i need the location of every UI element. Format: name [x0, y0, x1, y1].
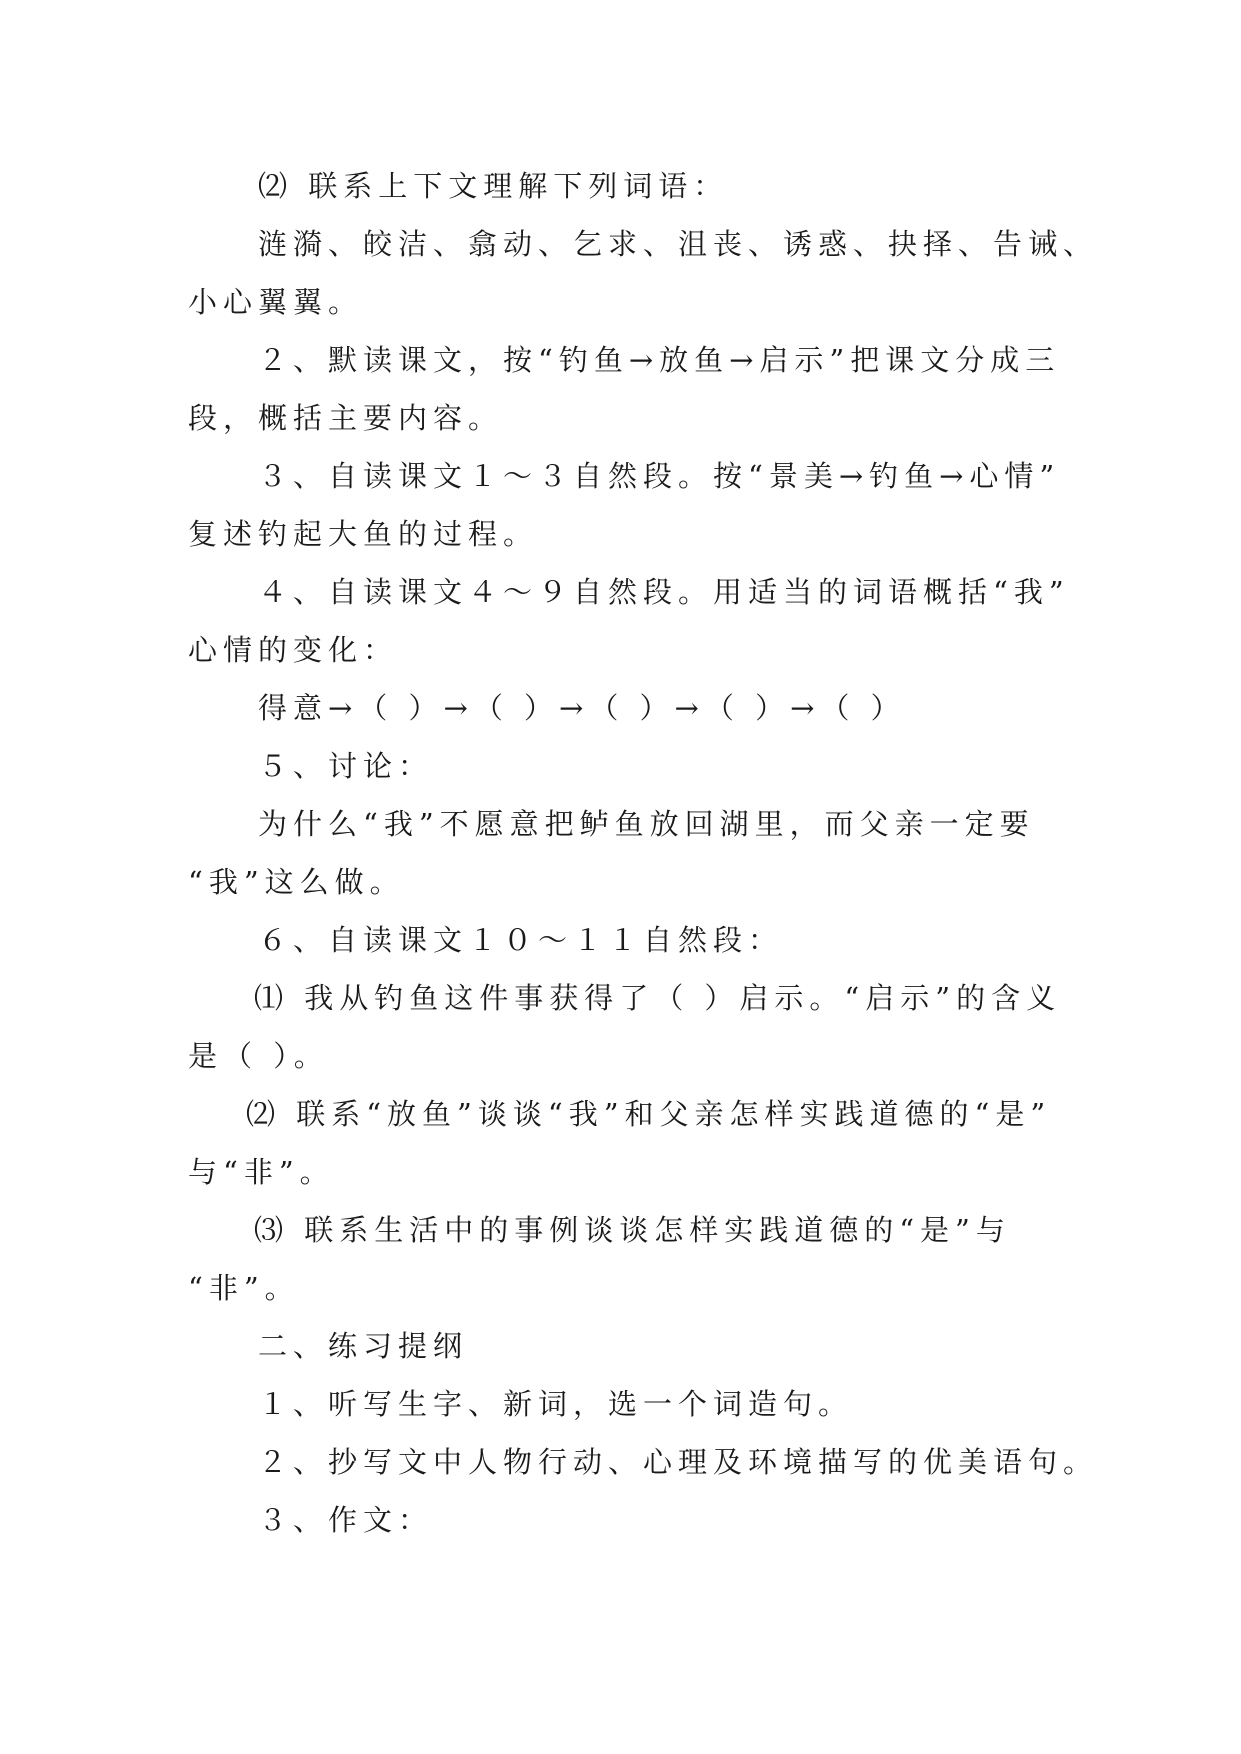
- text-line: 复述钓起大鱼的过程。: [188, 517, 539, 551]
- text-line: 段，概括主要内容。: [188, 401, 504, 435]
- text-line: ⑶ 联系生活中的事例谈谈怎样实践道德的“是”与: [254, 1213, 1011, 1247]
- text-line: ⑴ 我从钓鱼这件事获得了（ ）启示。“启示”的含义: [254, 981, 1062, 1015]
- text-line: ２、抄写文中人物行动、心理及环境描写的优美语句。: [258, 1445, 1099, 1479]
- text-line: ⑵ 联系上下文理解下列词语：: [258, 169, 729, 203]
- text-line: “我”这么做。: [188, 865, 405, 899]
- text-line: 是（ ）。: [188, 1039, 329, 1073]
- text-line: ⑵ 联系“放鱼”谈谈“我”和父亲怎样实践道德的“是”: [246, 1097, 1052, 1131]
- text-line: ６、自读课文１０～１１自然段：: [258, 923, 784, 957]
- text-line: ５、讨论：: [258, 749, 434, 783]
- text-line: 得意→（ ）→（ ）→（ ）→（ ）→（ ）: [258, 691, 906, 725]
- text-line: “非”。: [188, 1271, 300, 1305]
- section-heading: 二、练习提纲: [258, 1329, 469, 1363]
- text-line: ４、自读课文４～９自然段。用适当的词语概括“我”: [258, 575, 1070, 609]
- text-line: ２、默读课文，按“钓鱼→放鱼→启示”把课文分成三: [258, 343, 1061, 377]
- text-line: 为什么“我”不愿意把鲈鱼放回湖里，而父亲一定要: [258, 807, 1035, 841]
- text-line: １、听写生字、新词，选一个词造句。: [258, 1387, 854, 1421]
- text-line: 涟漪、皎洁、翕动、乞求、沮丧、诱惑、抉择、告诫、: [258, 227, 1099, 261]
- text-line: 小心翼翼。: [188, 285, 364, 319]
- text-line: 心情的变化：: [188, 633, 399, 667]
- text-line: 与“非”。: [188, 1155, 335, 1189]
- text-line: ３、作文：: [258, 1503, 434, 1537]
- text-line: ３、自读课文１～３自然段。按“景美→钓鱼→心情”: [258, 459, 1061, 493]
